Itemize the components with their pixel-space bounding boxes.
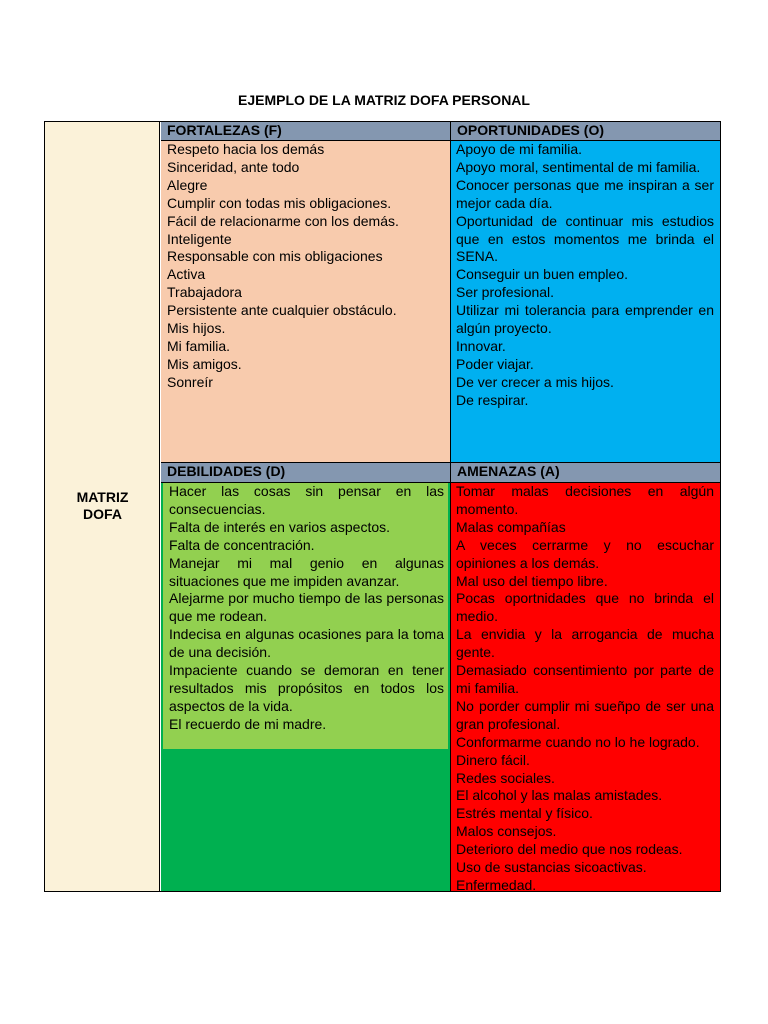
debilidades-item: Falta de concentración. bbox=[169, 536, 315, 553]
fortalezas-quadrant bbox=[161, 122, 450, 463]
debilidades-item: Alejarme por mucho tiempo de las personas que me rodean. bbox=[169, 590, 444, 625]
fortalezas-item: Fácil de relacionarme con los demás. bbox=[167, 212, 399, 229]
fortalezas-item: Respeto hacia los demás bbox=[167, 141, 325, 157]
fortalezas-item: Mis hijos. bbox=[167, 320, 226, 337]
fortalezas-item: Responsable con mis obligaciones bbox=[167, 248, 383, 265]
oportunidades-item: Ser profesional. bbox=[456, 284, 555, 301]
debilidades-item: El recuerdo de mi madre. bbox=[169, 715, 327, 732]
amenazas-item: Tomar malas decisiones en algún momento. bbox=[456, 483, 714, 517]
amenazas-item: Demasiado consentimiento por parte de mi familia. bbox=[456, 662, 714, 696]
page-title: EJEMPLO DE LA MATRIZ DOFA PERSONAL bbox=[238, 92, 530, 108]
oportunidades-item: De respirar. bbox=[456, 391, 529, 408]
matrix-label bbox=[45, 489, 160, 523]
debilidades-item: Hacer las cosas sin pensar en las consecuencias. bbox=[169, 483, 444, 517]
fortalezas-item: Mis amigos. bbox=[167, 355, 242, 372]
fortalezas-item: Persistente ante cualquier obstáculo. bbox=[167, 302, 397, 319]
amenazas-item: La envidia y la arrogancia de mucha gente. bbox=[456, 626, 714, 661]
amenazas-item: Enfermedad. bbox=[456, 876, 537, 893]
header-divider bbox=[161, 140, 720, 141]
amenazas-item: Malas compañías bbox=[456, 518, 566, 535]
oportunidades-item: Utilizar mi tolerancia para emprender en algún proyecto. bbox=[456, 302, 714, 337]
fortalezas-item: Cumplir con todas mis obligaciones. bbox=[167, 194, 392, 211]
debilidades-item: Indecisa en algunas ocasiones para la toma de una decisión. bbox=[169, 626, 444, 661]
amenazas-item: Uso de sustancias sicoactivas. bbox=[456, 859, 647, 876]
debilidades-list bbox=[169, 483, 444, 734]
matrix-label-cell bbox=[45, 122, 160, 891]
oportunidades-item: Oportunidad de continuar mis estudios que en estos momentos me brinda el SENA. bbox=[456, 212, 714, 265]
column-divider bbox=[450, 122, 451, 891]
fortalezas-item: Mi familia. bbox=[167, 337, 231, 354]
debilidades-quadrant bbox=[161, 462, 450, 891]
amenazas-item: Redes sociales. bbox=[456, 769, 555, 786]
debilidades-header: DEBILIDADES (D) bbox=[161, 462, 450, 483]
amenazas-item: A veces cerrarme y no escuchar opiniones a los demás. bbox=[456, 536, 714, 571]
debilidades-content bbox=[163, 483, 448, 749]
amenazas-item: Deterioro del medio que nos rodeas. bbox=[456, 841, 683, 858]
oportunidades-item: Conocer personas que me inspiran a ser mejor cada día. bbox=[456, 176, 714, 211]
amenazas-item: El alcohol y las malas amistades. bbox=[456, 787, 663, 804]
oportunidades-list bbox=[451, 141, 720, 410]
fortalezas-item: Sinceridad, ante todo bbox=[167, 158, 300, 175]
amenazas-list bbox=[451, 483, 720, 895]
amenazas-item: Pocas oportnidades que no brinda el medio. bbox=[456, 590, 714, 625]
oportunidades-item: Conseguir un buen empleo. bbox=[456, 266, 629, 283]
oportunidades-item: Apoyo moral, sentimental de mi familia. bbox=[456, 158, 701, 175]
amenazas-header: AMENAZAS (A) bbox=[451, 462, 720, 483]
debilidades-item: Impaciente cuando se demoran en tener resultados mis propósitos en todos los aspectos de la vida. bbox=[169, 662, 444, 714]
fortalezas-item: Inteligente bbox=[167, 230, 232, 247]
amenazas-item: No porder cumplir mi sueñpo de ser una gran profesional. bbox=[456, 697, 714, 732]
fortalezas-item: Sonreír bbox=[167, 373, 213, 390]
oportunidades-item: Innovar. bbox=[456, 337, 506, 354]
amenazas-item: Conformarme cuando no lo he logrado. bbox=[456, 733, 700, 750]
amenazas-item: Mal uso del tiempo libre. bbox=[456, 572, 608, 589]
fortalezas-item: Trabajadora bbox=[167, 284, 242, 301]
debilidades-item: Falta de interés en varios aspectos. bbox=[169, 518, 391, 535]
amenazas-item: Dinero fácil. bbox=[456, 751, 530, 768]
dofa-matrix-table bbox=[44, 121, 721, 892]
oportunidades-item: Apoyo de mi familia. bbox=[456, 141, 583, 157]
oportunidades-quadrant bbox=[451, 122, 720, 463]
matrix-label-line2: DOFA bbox=[83, 506, 122, 522]
debilidades-item: Manejar mi mal genio en algunas situaciones que me impiden avanzar. bbox=[169, 554, 444, 589]
fortalezas-item: Activa bbox=[167, 266, 206, 283]
oportunidades-header: OPORTUNIDADES (O) bbox=[451, 122, 720, 141]
oportunidades-item: De ver crecer a mis hijos. bbox=[456, 373, 614, 390]
fortalezas-item: Alegre bbox=[167, 176, 208, 193]
fortalezas-header: FORTALEZAS (F) bbox=[161, 122, 450, 141]
oportunidades-item: Poder viajar. bbox=[456, 355, 534, 372]
amenazas-quadrant bbox=[451, 462, 720, 891]
amenazas-item: Malos consejos. bbox=[456, 823, 557, 840]
fortalezas-list bbox=[161, 141, 450, 392]
matrix-label-line1: MATRIZ bbox=[76, 489, 129, 505]
amenazas-item: Estrés mental y físico. bbox=[456, 805, 593, 822]
